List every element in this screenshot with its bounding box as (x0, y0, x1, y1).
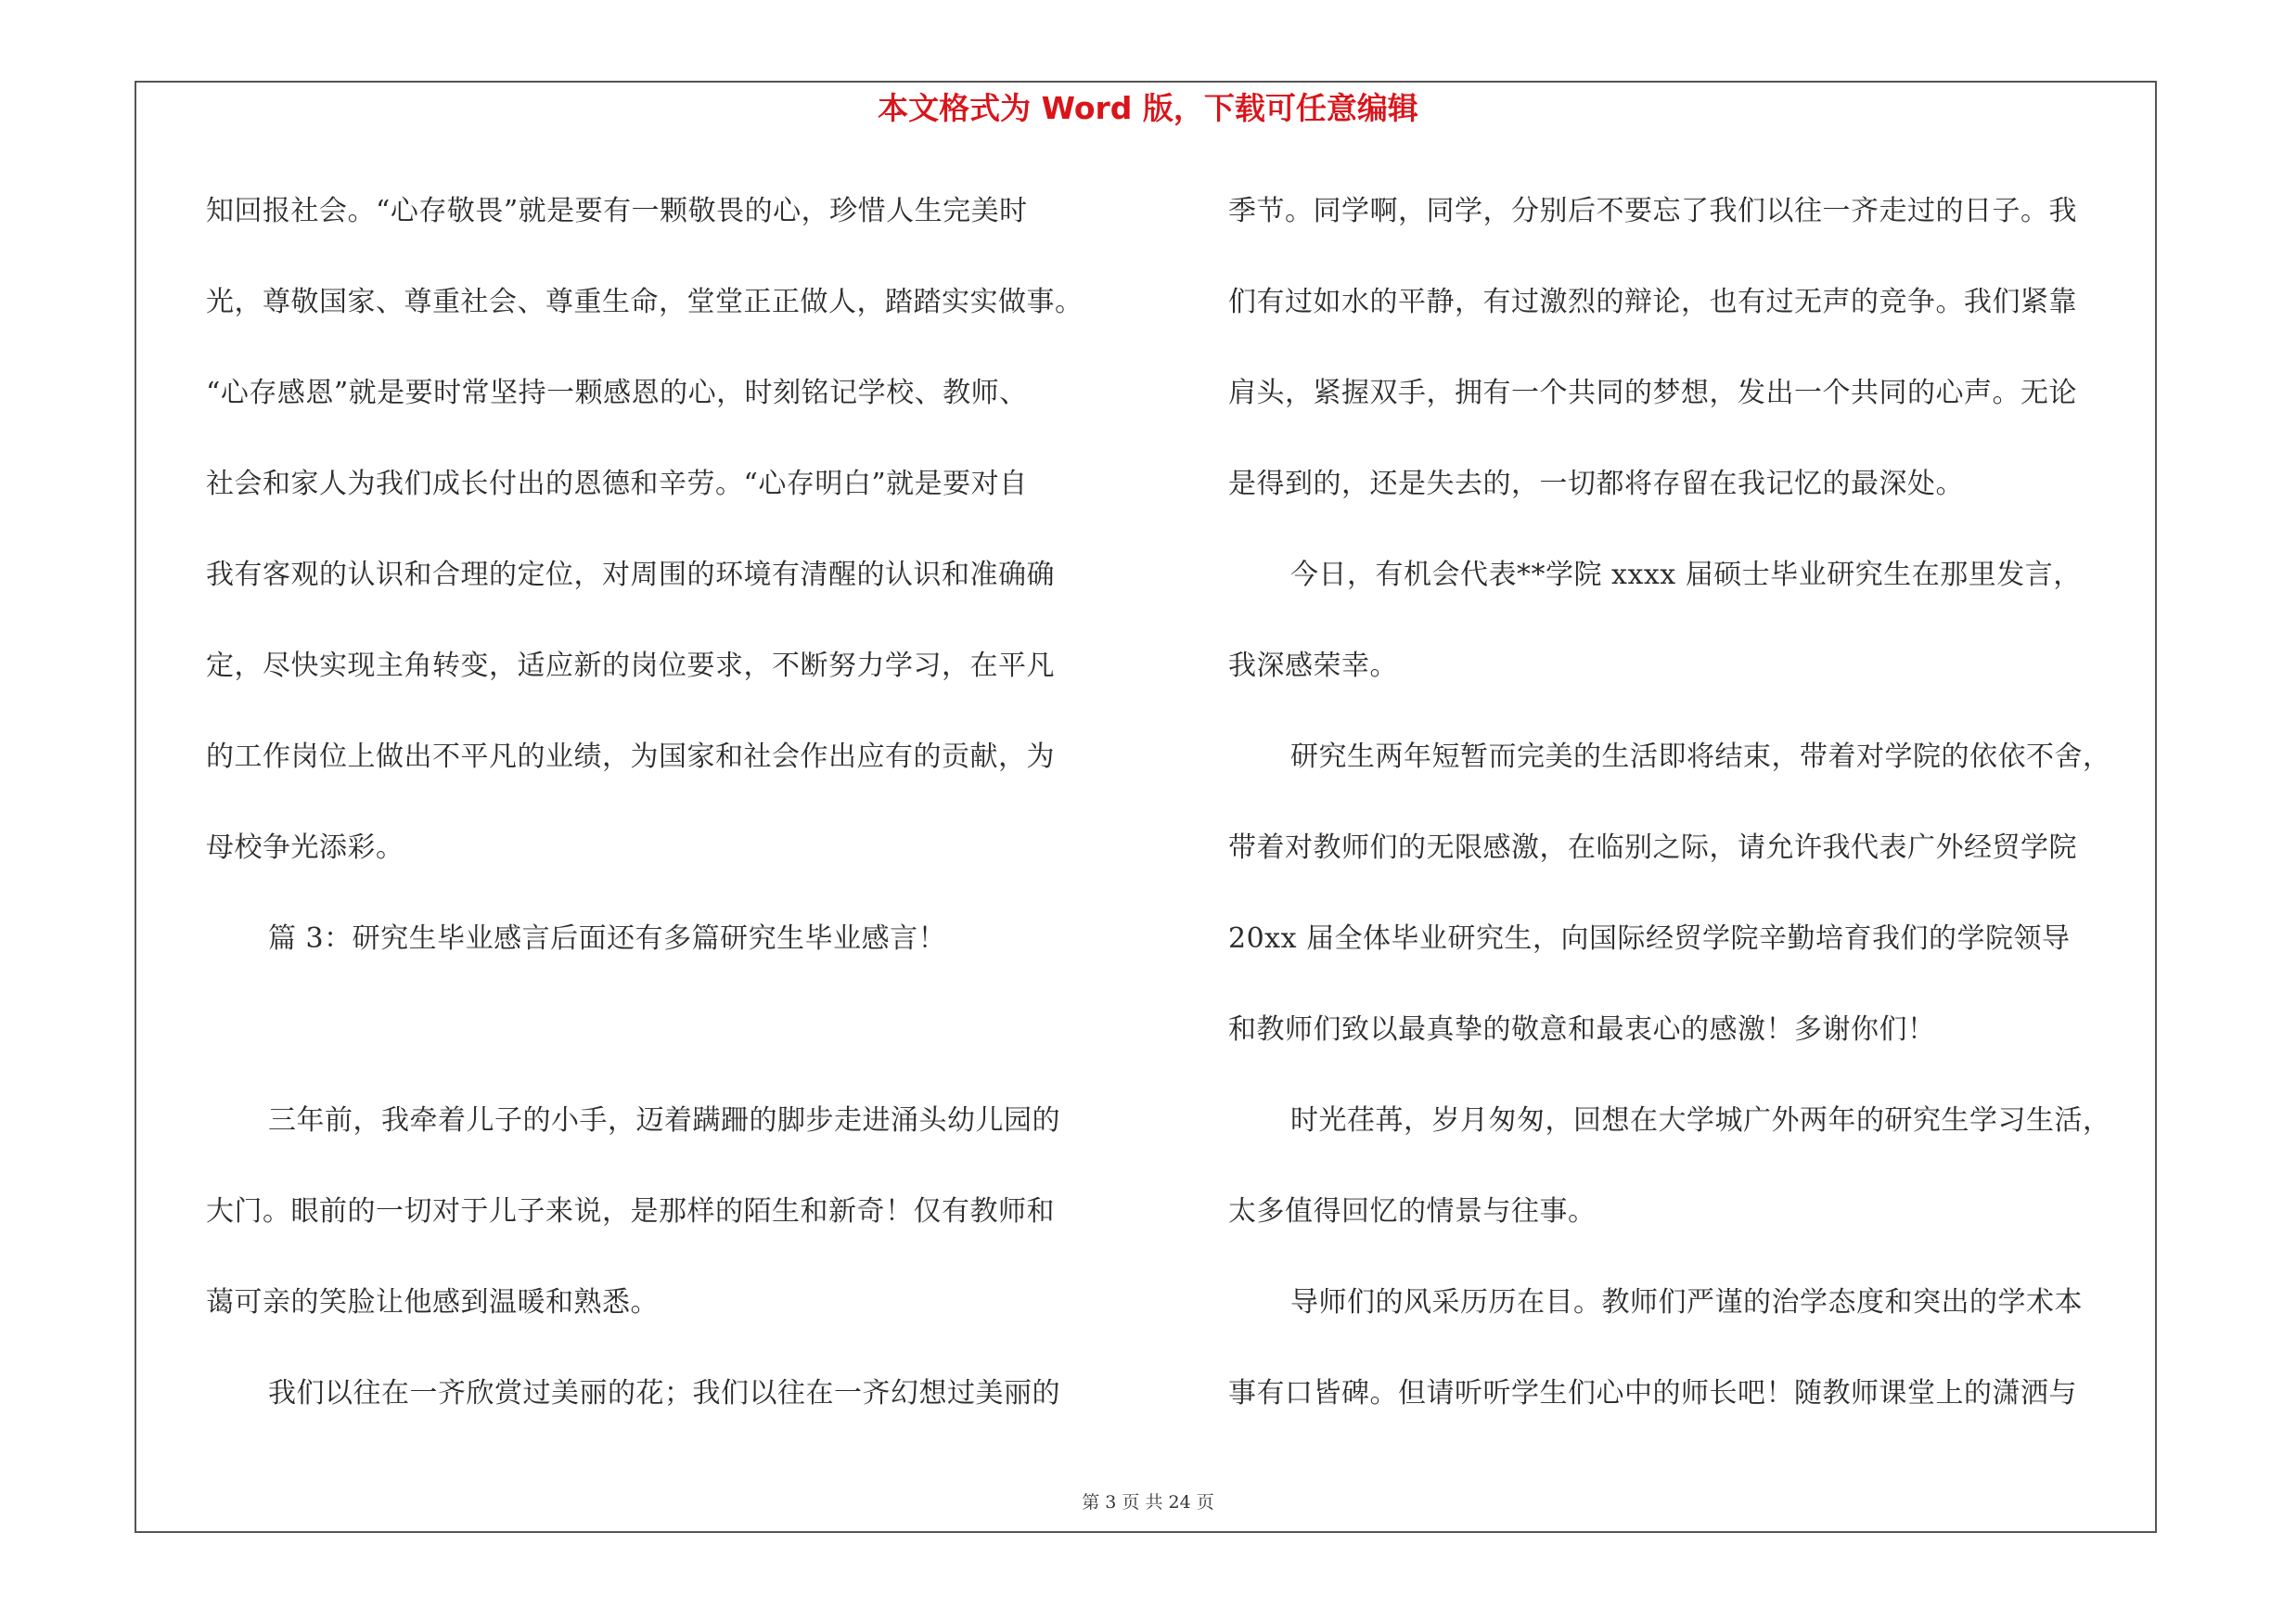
right-text-column (1228, 184, 2156, 1457)
text-line: 的工作岗位上做出不平凡的业绩，为国家和社会作出应有的贡献，为 (206, 741, 1055, 773)
paragraph-start-line: 今日，有机会代表**学院 xxxx 届硕士毕业研究生在那里发言， (1290, 559, 2082, 591)
text-line: 事有口皆碑。但请听听学生们心中的师长吧！随教师课堂上的潇洒与 (1228, 1377, 2077, 1410)
format-notice-banner: 本文格式为 Word 版，下载可任意编辑 (878, 90, 1418, 126)
paragraph-start-line: 时光荏苒，岁月匆匆，回想在大学城广外两年的研究生学习生活， (1290, 1104, 2111, 1137)
text-line: 定，尽快实现主角转变，适应新的岗位要求，不断努力学习，在平凡 (206, 650, 1055, 682)
page-number-footer: 第 3 页 共 24 页 (1082, 1492, 1214, 1513)
text-line: 带着对教师们的无限感激，在临别之际，请允许我代表广外经贸学院 (1228, 831, 2077, 864)
text-line: 光，尊敬国家、尊重社会、尊重生命，堂堂正正做人，踏踏实实做事。 (206, 286, 1084, 318)
left-text-column (206, 184, 1134, 1457)
text-line: 母校争光添彩。 (206, 831, 404, 864)
text-line: “心存感恩”就是要时常坚持一颗感恩的心，时刻铭记学校、教师、 (206, 377, 1028, 409)
text-line: 太多值得回忆的情景与往事。 (1228, 1195, 1597, 1228)
text-line: 是得到的，还是失去的，一切都将存留在我记忆的最深处。 (1228, 468, 1964, 500)
text-line: 20xx 届全体毕业研究生，向国际经贸学院辛勤培育我们的学院领导 (1228, 922, 2071, 955)
text-line: 蔼可亲的笑脸让他感到温暖和熟悉。 (206, 1286, 659, 1319)
paragraph-start-line: 导师们的风采历历在目。教师们严谨的治学态度和突出的学术本 (1290, 1286, 2083, 1319)
section-heading: 篇 3：研究生毕业感言后面还有多篇研究生毕业感言！ (268, 922, 947, 955)
paragraph-start-line: 研究生两年短暂而完美的生活即将结束，带着对学院的依依不舍， (1290, 741, 2111, 773)
text-line: 和教师们致以最真挚的敬意和最衷心的感激！多谢你们！ (1228, 1013, 1936, 1046)
text-line: 季节。同学啊，同学，分别后不要忘了我们以往一齐走过的日子。我 (1228, 195, 2077, 227)
text-line: 社会和家人为我们成长付出的恩德和辛劳。“心存明白”就是要对自 (206, 468, 1028, 500)
text-line: 知回报社会。“心存敬畏”就是要有一颗敬畏的心，珍惜人生完美时 (206, 195, 1028, 227)
text-line: 大门。眼前的一切对于儿子来说，是那样的陌生和新奇！仅有教师和 (206, 1195, 1055, 1228)
text-line: 我深感荣幸。 (1228, 650, 1398, 682)
text-line: 我有客观的认识和合理的定位，对周围的环境有清醒的认识和准确确 (206, 559, 1055, 591)
text-line: 肩头，紧握双手，拥有一个共同的梦想，发出一个共同的心声。无论 (1228, 377, 2077, 409)
paragraph-start-line: 我们以往在一齐欣赏过美丽的花；我们以往在一齐幻想过美丽的 (268, 1377, 1060, 1410)
paragraph-start-line: 三年前，我牵着儿子的小手，迈着蹒跚的脚步走进涌头幼儿园的 (268, 1104, 1060, 1137)
text-line: 们有过如水的平静，有过激烈的辩论，也有过无声的竞争。我们紧靠 (1228, 286, 2077, 318)
